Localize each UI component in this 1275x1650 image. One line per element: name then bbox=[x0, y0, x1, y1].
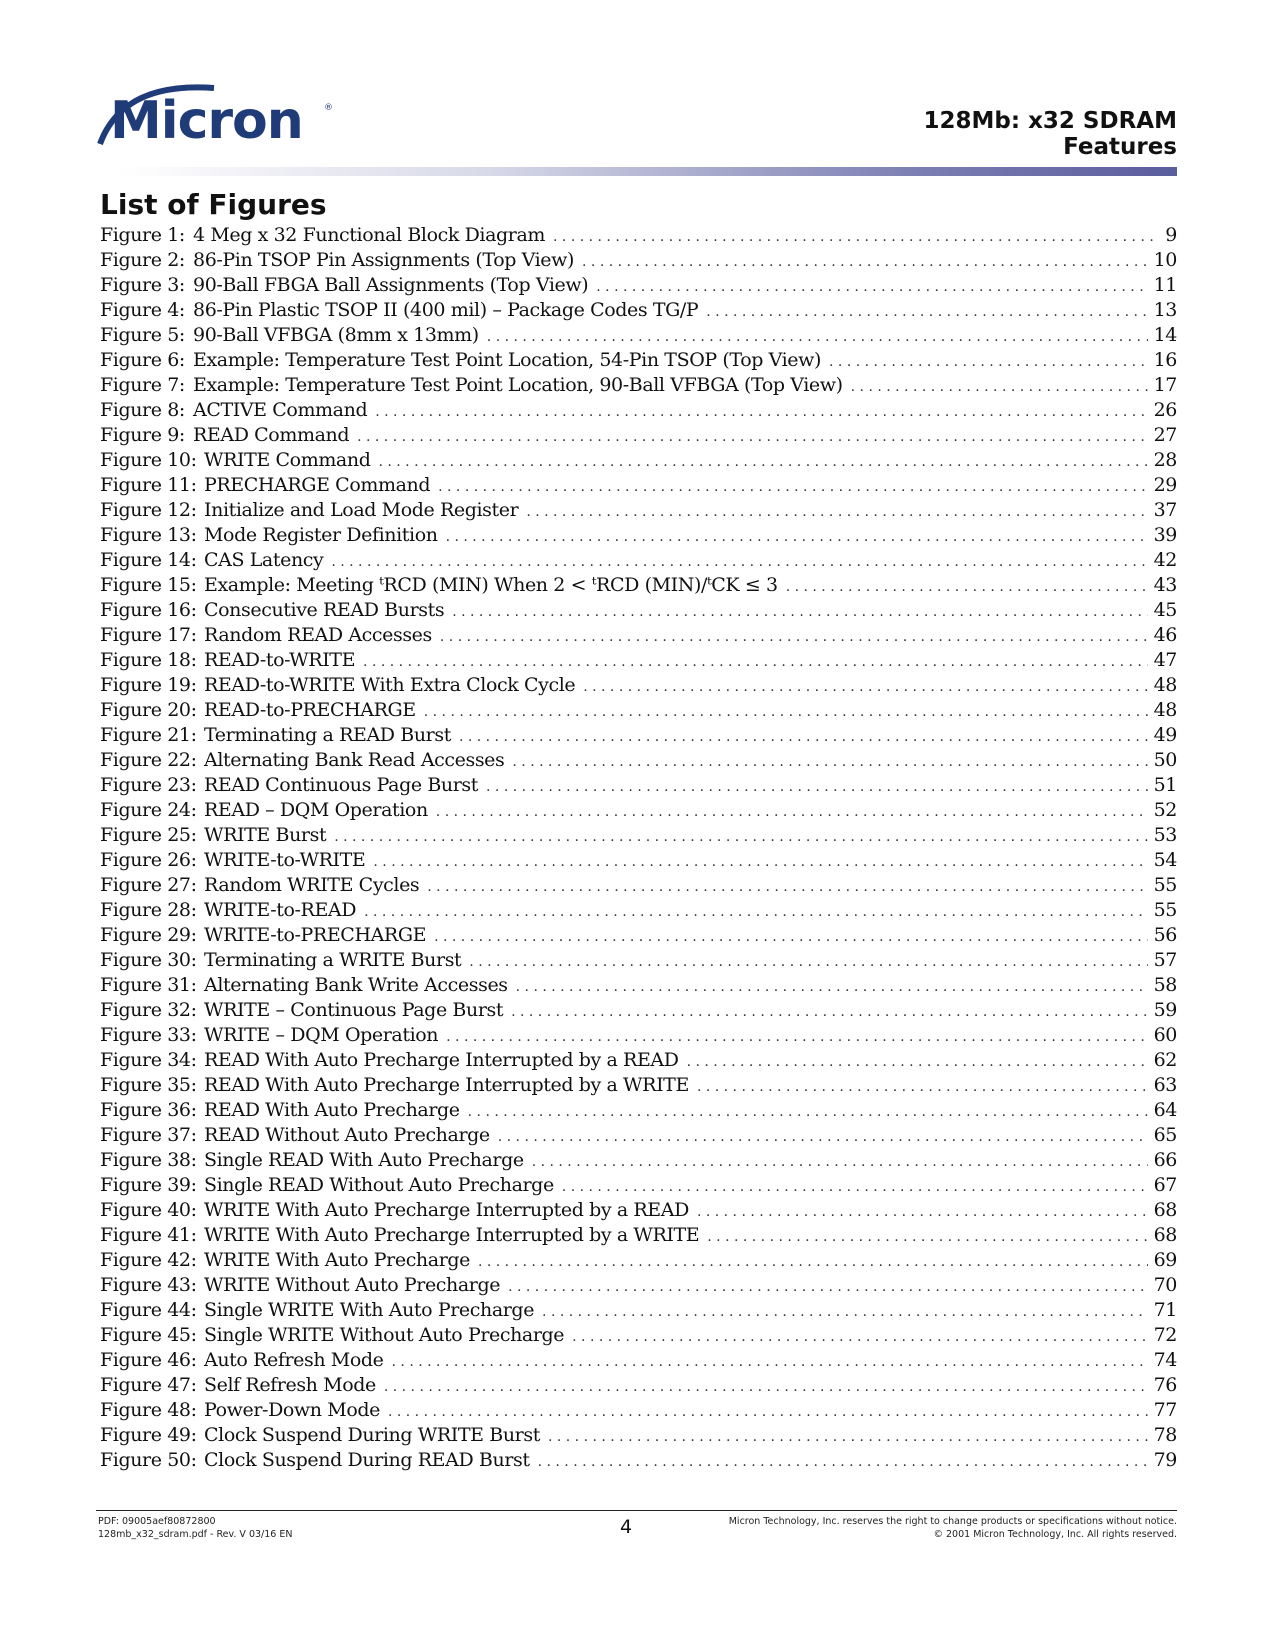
figure-page: 67 bbox=[1153, 1174, 1177, 1196]
dot-leader bbox=[697, 1200, 1148, 1225]
figure-page: 54 bbox=[1153, 849, 1177, 871]
figure-number: Figure 9: bbox=[100, 424, 185, 446]
figure-title: Alternating Bank Write Accesses bbox=[204, 974, 508, 996]
toc-entry[interactable] bbox=[100, 848, 1177, 873]
toc-entry[interactable] bbox=[100, 323, 1177, 348]
figure-number: Figure 8: bbox=[100, 399, 185, 421]
toc-entry[interactable] bbox=[100, 1073, 1177, 1098]
figure-number: Figure 28: bbox=[100, 899, 197, 921]
dot-leader bbox=[469, 950, 1147, 975]
dot-leader bbox=[392, 1350, 1148, 1375]
figure-title: Mode Register Definition bbox=[204, 524, 438, 546]
dot-leader bbox=[508, 1275, 1148, 1300]
figure-page: 52 bbox=[1153, 799, 1177, 821]
figure-title: READ – DQM Operation bbox=[204, 799, 428, 821]
figure-number: Figure 10: bbox=[100, 449, 197, 471]
figure-page: 55 bbox=[1153, 874, 1177, 896]
figure-page: 47 bbox=[1153, 649, 1177, 671]
figure-page: 59 bbox=[1153, 999, 1177, 1021]
figure-title: WRITE – DQM Operation bbox=[204, 1024, 439, 1046]
figure-title: READ-to-PRECHARGE bbox=[204, 699, 416, 721]
toc-entry[interactable] bbox=[100, 1048, 1177, 1073]
figure-title: Single WRITE With Auto Precharge bbox=[204, 1299, 535, 1321]
dot-leader bbox=[357, 425, 1148, 450]
toc-entry[interactable] bbox=[100, 873, 1177, 898]
figure-page: 42 bbox=[1153, 549, 1177, 571]
figure-page: 48 bbox=[1153, 699, 1177, 721]
figure-number: Figure 37: bbox=[100, 1124, 197, 1146]
figure-number: Figure 20: bbox=[100, 699, 197, 721]
toc-entry[interactable] bbox=[100, 298, 1177, 323]
toc-entry[interactable] bbox=[100, 698, 1177, 723]
figure-number: Figure 30: bbox=[100, 949, 197, 971]
figure-title: Example: Meeting ᵗRCD (MIN) When 2 < ᵗRCD (MIN)/ᵗCK ≤ 3 bbox=[204, 574, 778, 596]
figure-page: 64 bbox=[1153, 1099, 1177, 1121]
figure-page: 16 bbox=[1153, 349, 1177, 371]
toc-entry[interactable] bbox=[100, 248, 1177, 273]
figure-number: Figure 48: bbox=[100, 1399, 197, 1421]
toc-entry[interactable] bbox=[100, 1173, 1177, 1198]
toc-entry[interactable] bbox=[100, 1373, 1177, 1398]
figure-number: Figure 4: bbox=[100, 299, 185, 321]
svg-text:®: ® bbox=[324, 103, 333, 113]
dot-leader bbox=[375, 400, 1147, 425]
figure-number: Figure 14: bbox=[100, 549, 197, 571]
toc-entry[interactable] bbox=[100, 723, 1177, 748]
figure-title: WRITE Without Auto Precharge bbox=[204, 1274, 501, 1296]
figure-title: 86-Pin Plastic TSOP II (400 mil) – Package Codes TG/P bbox=[193, 299, 699, 321]
document-header bbox=[924, 108, 1177, 160]
figure-number: Figure 45: bbox=[100, 1324, 197, 1346]
figure-title: Terminating a WRITE Burst bbox=[204, 949, 462, 971]
toc-entry[interactable] bbox=[100, 798, 1177, 823]
page-title: List of Figures bbox=[100, 188, 327, 221]
figure-title: Alternating Bank Read Accesses bbox=[204, 749, 505, 771]
dot-leader bbox=[707, 1225, 1147, 1250]
dot-leader bbox=[363, 650, 1148, 675]
figure-number: Figure 44: bbox=[100, 1299, 197, 1321]
dot-leader bbox=[459, 725, 1148, 750]
toc-entry[interactable] bbox=[100, 423, 1177, 448]
toc-entry[interactable] bbox=[100, 948, 1177, 973]
toc-entry[interactable] bbox=[100, 273, 1177, 298]
file-revision: 128mb_x32_sdram.pdf - Rev. V 03/16 EN bbox=[98, 1529, 293, 1540]
figure-number: Figure 47: bbox=[100, 1374, 197, 1396]
dot-leader bbox=[378, 450, 1147, 475]
toc-entry[interactable] bbox=[100, 398, 1177, 423]
figure-number: Figure 43: bbox=[100, 1274, 197, 1296]
figure-title: READ-to-WRITE bbox=[204, 649, 356, 671]
figure-number: Figure 32: bbox=[100, 999, 197, 1021]
toc-entry[interactable] bbox=[100, 1223, 1177, 1248]
figure-page: 78 bbox=[1153, 1424, 1177, 1446]
toc-entry[interactable] bbox=[100, 473, 1177, 498]
figure-page: 50 bbox=[1153, 749, 1177, 771]
figure-title: Random WRITE Cycles bbox=[204, 874, 420, 896]
toc-entry[interactable] bbox=[100, 223, 1177, 248]
figure-number: Figure 27: bbox=[100, 874, 197, 896]
toc-entry[interactable] bbox=[100, 448, 1177, 473]
toc-entry[interactable] bbox=[100, 1423, 1177, 1448]
figure-page: 71 bbox=[1153, 1299, 1177, 1321]
figure-page: 17 bbox=[1153, 374, 1177, 396]
product-title: 128Mb: x32 SDRAM bbox=[923, 108, 1177, 134]
legal-notice: Micron Technology, Inc. reserves the right to change products or specifications without notice. bbox=[728, 1516, 1177, 1527]
figure-number: Figure 7: bbox=[100, 374, 185, 396]
figure-page: 11 bbox=[1153, 274, 1177, 296]
dot-leader bbox=[384, 1375, 1148, 1400]
figure-title: 90-Ball VFBGA (8mm x 13mm) bbox=[193, 324, 479, 346]
figure-title: Single READ Without Auto Precharge bbox=[204, 1174, 554, 1196]
figure-number: Figure 39: bbox=[100, 1174, 197, 1196]
figure-title: 90-Ball FBGA Ball Assignments (Top View) bbox=[193, 274, 589, 296]
figure-number: Figure 1: bbox=[100, 224, 185, 246]
toc-entry[interactable] bbox=[100, 523, 1177, 548]
figure-title: READ-to-WRITE With Extra Clock Cycle bbox=[204, 674, 576, 696]
toc-entry[interactable] bbox=[100, 648, 1177, 673]
dot-leader bbox=[440, 625, 1148, 650]
toc-entry[interactable] bbox=[100, 1298, 1177, 1323]
figure-page: 77 bbox=[1153, 1399, 1177, 1421]
toc-entry[interactable] bbox=[100, 623, 1177, 648]
figure-title: Random READ Accesses bbox=[204, 624, 432, 646]
dot-leader bbox=[542, 1300, 1148, 1325]
figure-page: 46 bbox=[1153, 624, 1177, 646]
figure-title: WRITE With Auto Precharge bbox=[204, 1249, 470, 1271]
figure-number: Figure 36: bbox=[100, 1099, 197, 1121]
figure-number: Figure 11: bbox=[100, 474, 197, 496]
dot-leader bbox=[334, 825, 1147, 850]
figure-number: Figure 23: bbox=[100, 774, 197, 796]
dot-leader bbox=[583, 675, 1147, 700]
figure-number: Figure 34: bbox=[100, 1049, 197, 1071]
figure-page: 45 bbox=[1153, 599, 1177, 621]
figure-number: Figure 17: bbox=[100, 624, 197, 646]
figure-title: WRITE-to-PRECHARGE bbox=[204, 924, 427, 946]
figure-title: READ With Auto Precharge Interrupted by a WRITE bbox=[204, 1074, 689, 1096]
copyright: © 2001 Micron Technology, Inc. All rights reserved. bbox=[933, 1529, 1177, 1540]
toc-entry[interactable] bbox=[100, 373, 1177, 398]
toc-entry[interactable] bbox=[100, 898, 1177, 923]
dot-leader bbox=[424, 700, 1148, 725]
figure-page: 26 bbox=[1153, 399, 1177, 421]
figure-title: Initialize and Load Mode Register bbox=[204, 499, 519, 521]
figure-page: 29 bbox=[1153, 474, 1177, 496]
figure-title: READ Command bbox=[193, 424, 350, 446]
figure-page: 27 bbox=[1153, 424, 1177, 446]
figure-title: Self Refresh Mode bbox=[204, 1374, 376, 1396]
dot-leader bbox=[516, 975, 1148, 1000]
toc-entry[interactable] bbox=[100, 923, 1177, 948]
figure-title: READ Without Auto Precharge bbox=[204, 1124, 490, 1146]
figures-list bbox=[100, 223, 1177, 1473]
figure-title: Terminating a READ Burst bbox=[204, 724, 451, 746]
toc-entry[interactable] bbox=[100, 673, 1177, 698]
figure-title: ACTIVE Command bbox=[193, 399, 368, 421]
toc-entry[interactable] bbox=[100, 498, 1177, 523]
figure-number: Figure 42: bbox=[100, 1249, 197, 1271]
figure-page: 66 bbox=[1153, 1149, 1177, 1171]
dot-leader bbox=[446, 525, 1148, 550]
toc-entry[interactable] bbox=[100, 1273, 1177, 1298]
figure-title: WRITE Burst bbox=[204, 824, 327, 846]
dot-leader bbox=[373, 850, 1147, 875]
dot-leader bbox=[434, 925, 1148, 950]
dot-leader bbox=[538, 1450, 1148, 1475]
micron-logo bbox=[96, 80, 346, 160]
header-rule bbox=[118, 167, 1177, 176]
figure-title: Single READ With Auto Precharge bbox=[204, 1149, 524, 1171]
figure-page: 72 bbox=[1153, 1324, 1177, 1346]
figure-page: 65 bbox=[1153, 1124, 1177, 1146]
toc-entry[interactable] bbox=[100, 1148, 1177, 1173]
figure-page: 68 bbox=[1153, 1224, 1177, 1246]
dot-leader bbox=[478, 1250, 1148, 1275]
dot-leader bbox=[388, 1400, 1148, 1425]
figure-number: Figure 15: bbox=[100, 574, 197, 596]
figure-page: 74 bbox=[1153, 1349, 1177, 1371]
figure-number: Figure 3: bbox=[100, 274, 185, 296]
figure-title: WRITE-to-READ bbox=[204, 899, 357, 921]
figure-number: Figure 5: bbox=[100, 324, 185, 346]
toc-entry[interactable] bbox=[100, 573, 1177, 598]
figure-number: Figure 46: bbox=[100, 1349, 197, 1371]
figure-number: Figure 16: bbox=[100, 599, 197, 621]
dot-leader bbox=[572, 1325, 1147, 1350]
toc-entry[interactable] bbox=[100, 1323, 1177, 1348]
dot-leader bbox=[706, 300, 1147, 325]
toc-entry[interactable] bbox=[100, 1098, 1177, 1123]
figure-page: 60 bbox=[1153, 1024, 1177, 1046]
figure-title: WRITE-to-WRITE bbox=[204, 849, 366, 871]
figure-number: Figure 29: bbox=[100, 924, 197, 946]
dot-leader bbox=[851, 375, 1148, 400]
toc-entry[interactable] bbox=[100, 1123, 1177, 1148]
figure-title: Example: Temperature Test Point Location, 90-Ball VFBGA (Top View) bbox=[193, 374, 843, 396]
figure-page: 9 bbox=[1165, 224, 1177, 246]
figure-title: PRECHARGE Command bbox=[204, 474, 431, 496]
toc-entry[interactable] bbox=[100, 1198, 1177, 1223]
figure-page: 56 bbox=[1153, 924, 1177, 946]
dot-leader bbox=[532, 1150, 1148, 1175]
figure-title: Clock Suspend During WRITE Burst bbox=[204, 1424, 540, 1446]
dot-leader bbox=[436, 800, 1148, 825]
dot-leader bbox=[452, 600, 1147, 625]
figure-page: 57 bbox=[1153, 949, 1177, 971]
figure-page: 79 bbox=[1153, 1449, 1177, 1471]
figure-number: Figure 21: bbox=[100, 724, 197, 746]
figure-page: 48 bbox=[1153, 674, 1177, 696]
dot-leader bbox=[486, 775, 1148, 800]
toc-entry[interactable] bbox=[100, 548, 1177, 573]
figure-number: Figure 24: bbox=[100, 799, 197, 821]
figure-page: 68 bbox=[1153, 1199, 1177, 1221]
dot-leader bbox=[511, 1000, 1148, 1025]
dot-leader bbox=[526, 500, 1147, 525]
section-title: Features bbox=[1063, 134, 1177, 160]
figure-title: READ With Auto Precharge bbox=[204, 1099, 460, 1121]
figure-title: WRITE With Auto Precharge Interrupted by a WRITE bbox=[204, 1224, 700, 1246]
dot-leader bbox=[498, 1125, 1148, 1150]
dot-leader bbox=[468, 1100, 1148, 1125]
footer-right bbox=[729, 1515, 1177, 1541]
figure-title: WRITE With Auto Precharge Interrupted by a READ bbox=[204, 1199, 689, 1221]
figure-page: 76 bbox=[1153, 1374, 1177, 1396]
figure-page: 58 bbox=[1153, 974, 1177, 996]
figure-page: 28 bbox=[1153, 449, 1177, 471]
figure-number: Figure 26: bbox=[100, 849, 197, 871]
toc-entry[interactable] bbox=[100, 1348, 1177, 1373]
dot-leader bbox=[596, 275, 1147, 300]
dot-leader bbox=[786, 575, 1148, 600]
figure-title: WRITE Command bbox=[204, 449, 371, 471]
dot-leader bbox=[487, 325, 1148, 350]
figure-page: 63 bbox=[1153, 1074, 1177, 1096]
toc-entry[interactable] bbox=[100, 748, 1177, 773]
figure-number: Figure 2: bbox=[100, 249, 185, 271]
figure-page: 53 bbox=[1153, 824, 1177, 846]
micron-logo-text: Micron bbox=[110, 91, 303, 151]
dot-leader bbox=[446, 1025, 1147, 1050]
dot-leader bbox=[687, 1050, 1148, 1075]
figure-page: 70 bbox=[1153, 1274, 1177, 1296]
dot-leader bbox=[829, 350, 1148, 375]
figure-number: Figure 38: bbox=[100, 1149, 197, 1171]
figure-title: WRITE – Continuous Page Burst bbox=[204, 999, 504, 1021]
figure-page: 43 bbox=[1153, 574, 1177, 596]
figure-title: Consecutive READ Bursts bbox=[204, 599, 445, 621]
dot-leader bbox=[562, 1175, 1148, 1200]
figure-title: Power-Down Mode bbox=[204, 1399, 380, 1421]
dot-leader bbox=[427, 875, 1147, 900]
toc-entry[interactable] bbox=[100, 1248, 1177, 1273]
figure-number: Figure 22: bbox=[100, 749, 197, 771]
dot-leader bbox=[364, 900, 1148, 925]
dot-leader bbox=[331, 550, 1147, 575]
dot-leader bbox=[438, 475, 1147, 500]
figure-page: 10 bbox=[1153, 249, 1177, 271]
figure-page: 49 bbox=[1153, 724, 1177, 746]
figure-number: Figure 33: bbox=[100, 1024, 197, 1046]
toc-entry[interactable] bbox=[100, 998, 1177, 1023]
figure-number: Figure 35: bbox=[100, 1074, 197, 1096]
toc-entry[interactable] bbox=[100, 348, 1177, 373]
figure-title: READ Continuous Page Burst bbox=[204, 774, 479, 796]
figure-title: CAS Latency bbox=[204, 549, 324, 571]
footer-left bbox=[98, 1515, 292, 1541]
figure-number: Figure 40: bbox=[100, 1199, 197, 1221]
figure-page: 55 bbox=[1153, 899, 1177, 921]
page-number: 4 bbox=[620, 1516, 633, 1538]
dot-leader bbox=[512, 750, 1147, 775]
figure-page: 62 bbox=[1153, 1049, 1177, 1071]
toc-entry[interactable] bbox=[100, 598, 1177, 623]
figure-title: Auto Refresh Mode bbox=[204, 1349, 384, 1371]
dot-leader bbox=[582, 250, 1148, 275]
toc-entry[interactable] bbox=[100, 1023, 1177, 1048]
figure-page: 14 bbox=[1153, 324, 1177, 346]
figure-title: Example: Temperature Test Point Location, 54-Pin TSOP (Top View) bbox=[193, 349, 822, 371]
pdf-id: PDF: 09005aef80872800 bbox=[98, 1516, 216, 1527]
figure-title: 86-Pin TSOP Pin Assignments (Top View) bbox=[193, 249, 575, 271]
figure-page: 39 bbox=[1153, 524, 1177, 546]
footer-rule bbox=[96, 1510, 1177, 1511]
figure-number: Figure 18: bbox=[100, 649, 197, 671]
toc-entry[interactable] bbox=[100, 773, 1177, 798]
toc-entry[interactable] bbox=[100, 1398, 1177, 1423]
figure-number: Figure 13: bbox=[100, 524, 197, 546]
toc-entry[interactable] bbox=[100, 1448, 1177, 1473]
figure-number: Figure 6: bbox=[100, 349, 185, 371]
figure-number: Figure 31: bbox=[100, 974, 197, 996]
figure-number: Figure 41: bbox=[100, 1224, 197, 1246]
figure-number: Figure 50: bbox=[100, 1449, 197, 1471]
figure-title: Single WRITE Without Auto Precharge bbox=[204, 1324, 565, 1346]
figure-page: 37 bbox=[1153, 499, 1177, 521]
toc-entry[interactable] bbox=[100, 973, 1177, 998]
figure-title: 4 Meg x 32 Functional Block Diagram bbox=[193, 224, 546, 246]
figure-page: 51 bbox=[1153, 774, 1177, 796]
figure-number: Figure 12: bbox=[100, 499, 197, 521]
figure-title: Clock Suspend During READ Burst bbox=[204, 1449, 530, 1471]
toc-entry[interactable] bbox=[100, 823, 1177, 848]
figure-page: 13 bbox=[1153, 299, 1177, 321]
dot-leader bbox=[697, 1075, 1148, 1100]
figure-page: 69 bbox=[1153, 1249, 1177, 1271]
dot-leader bbox=[548, 1425, 1148, 1450]
figure-number: Figure 25: bbox=[100, 824, 197, 846]
dot-leader bbox=[553, 225, 1159, 250]
figure-number: Figure 19: bbox=[100, 674, 197, 696]
figure-number: Figure 49: bbox=[100, 1424, 197, 1446]
figure-title: READ With Auto Precharge Interrupted by a READ bbox=[204, 1049, 679, 1071]
